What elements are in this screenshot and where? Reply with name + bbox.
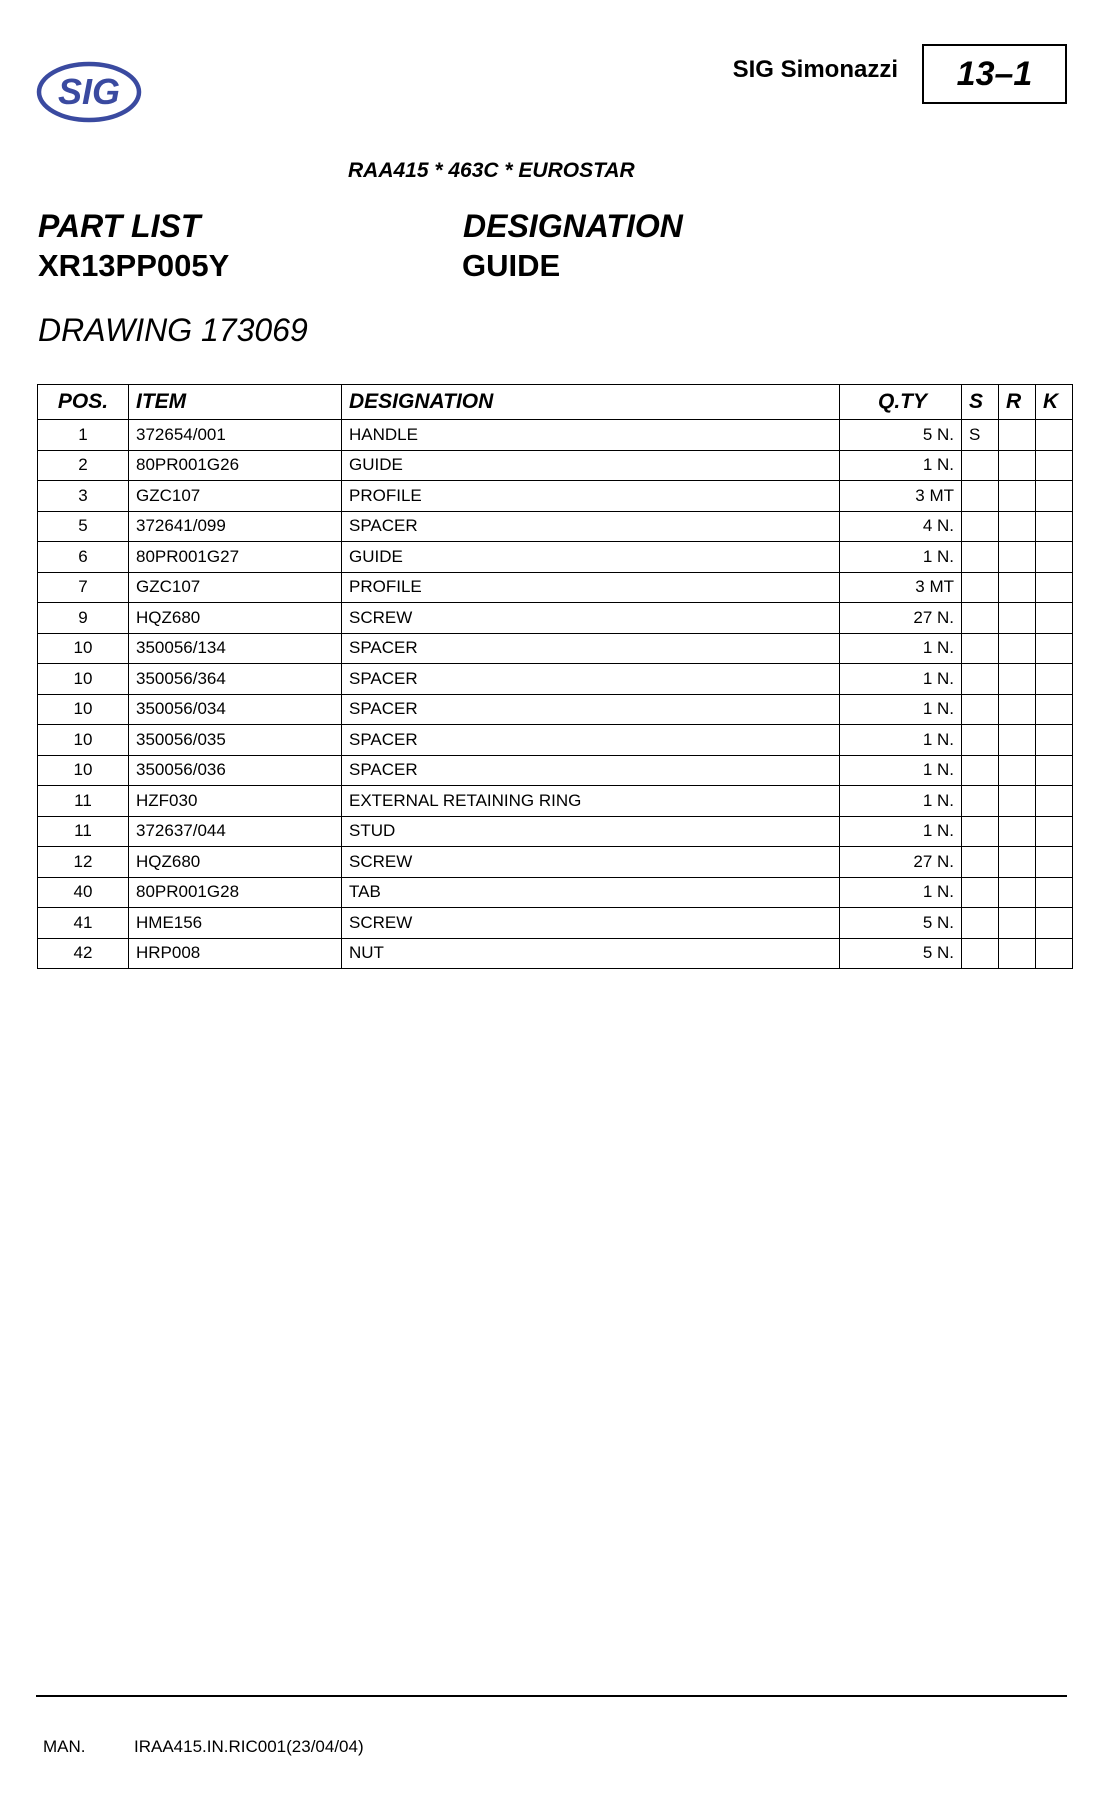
cell-item: HQZ680	[129, 847, 342, 878]
cell-k	[1036, 664, 1073, 695]
cell-pos: 3	[38, 481, 129, 512]
col-header-pos: POS.	[38, 385, 129, 420]
cell-designation: SPACER	[342, 725, 840, 756]
parts-table-body	[38, 420, 1073, 969]
cell-r	[999, 725, 1036, 756]
col-header-qty: Q.TY	[840, 385, 962, 420]
part-list-number: XR13PP005Y	[38, 248, 230, 283]
cell-s	[962, 664, 999, 695]
cell-qty: 1 N.	[840, 877, 962, 908]
cell-s	[962, 603, 999, 634]
cell-item: 80PR001G28	[129, 877, 342, 908]
footer-document-code: IRAA415.IN.RIC001(23/04/04)	[134, 1737, 364, 1756]
cell-k	[1036, 816, 1073, 847]
cell-s	[962, 542, 999, 573]
cell-designation: NUT	[342, 938, 840, 969]
cell-r	[999, 481, 1036, 512]
cell-k	[1036, 542, 1073, 573]
cell-item: GZC107	[129, 572, 342, 603]
cell-pos: 10	[38, 725, 129, 756]
cell-designation: SPACER	[342, 511, 840, 542]
cell-s	[962, 755, 999, 786]
cell-item: 350056/134	[129, 633, 342, 664]
cell-pos: 11	[38, 816, 129, 847]
cell-pos: 7	[38, 572, 129, 603]
cell-r	[999, 603, 1036, 634]
cell-pos: 5	[38, 511, 129, 542]
cell-s	[962, 694, 999, 725]
table-row	[38, 786, 1073, 817]
sig-logo	[36, 60, 142, 124]
table-row	[38, 725, 1073, 756]
cell-qty: 1 N.	[840, 694, 962, 725]
table-row	[38, 481, 1073, 512]
table-row	[38, 633, 1073, 664]
cell-designation: PROFILE	[342, 481, 840, 512]
table-row	[38, 816, 1073, 847]
cell-designation: GUIDE	[342, 450, 840, 481]
cell-k	[1036, 725, 1073, 756]
cell-k	[1036, 786, 1073, 817]
logo-text: SIG	[57, 71, 121, 112]
cell-k	[1036, 633, 1073, 664]
cell-r	[999, 664, 1036, 695]
col-header-r: R	[999, 385, 1036, 420]
cell-r	[999, 908, 1036, 939]
cell-qty: 4 N.	[840, 511, 962, 542]
part-list-label: PART LIST	[38, 208, 201, 244]
col-header-s: S	[962, 385, 999, 420]
cell-s	[962, 633, 999, 664]
cell-s	[962, 877, 999, 908]
cell-qty: 1 N.	[840, 786, 962, 817]
cell-r	[999, 450, 1036, 481]
cell-k	[1036, 847, 1073, 878]
table-row	[38, 877, 1073, 908]
cell-qty: 1 N.	[840, 725, 962, 756]
cell-r	[999, 755, 1036, 786]
cell-k	[1036, 511, 1073, 542]
cell-item: 372637/044	[129, 816, 342, 847]
cell-s	[962, 481, 999, 512]
cell-item: HRP008	[129, 938, 342, 969]
cell-designation: SPACER	[342, 694, 840, 725]
cell-qty: 3 MT	[840, 481, 962, 512]
cell-k	[1036, 694, 1073, 725]
cell-s	[962, 938, 999, 969]
cell-k	[1036, 755, 1073, 786]
cell-item: 350056/364	[129, 664, 342, 695]
cell-r	[999, 938, 1036, 969]
cell-item: GZC107	[129, 481, 342, 512]
cell-pos: 6	[38, 542, 129, 573]
cell-k	[1036, 877, 1073, 908]
brand-name: SIG Simonazzi	[732, 56, 898, 83]
cell-qty: 1 N.	[840, 450, 962, 481]
cell-item: 350056/034	[129, 694, 342, 725]
cell-item: 80PR001G27	[129, 542, 342, 573]
cell-qty: 5 N.	[840, 420, 962, 451]
cell-qty: 27 N.	[840, 847, 962, 878]
cell-r	[999, 847, 1036, 878]
cell-pos: 12	[38, 847, 129, 878]
table-row	[38, 450, 1073, 481]
cell-designation: SPACER	[342, 664, 840, 695]
cell-designation: SPACER	[342, 755, 840, 786]
cell-designation: PROFILE	[342, 572, 840, 603]
cell-s	[962, 725, 999, 756]
col-header-designation: DESIGNATION	[342, 385, 840, 420]
cell-designation: SCREW	[342, 603, 840, 634]
cell-k	[1036, 420, 1073, 451]
cell-s	[962, 847, 999, 878]
table-row	[38, 572, 1073, 603]
cell-designation: HANDLE	[342, 420, 840, 451]
cell-r	[999, 511, 1036, 542]
cell-s	[962, 908, 999, 939]
cell-item: 350056/036	[129, 755, 342, 786]
drawing-number: DRAWING 173069	[38, 312, 308, 348]
model-line: RAA415 * 463C * EUROSTAR	[348, 159, 635, 182]
table-row	[38, 938, 1073, 969]
cell-pos: 11	[38, 786, 129, 817]
table-row	[38, 847, 1073, 878]
cell-designation: TAB	[342, 877, 840, 908]
cell-pos: 10	[38, 664, 129, 695]
cell-r	[999, 877, 1036, 908]
table-row	[38, 542, 1073, 573]
cell-pos: 1	[38, 420, 129, 451]
cell-qty: 5 N.	[840, 908, 962, 939]
cell-s: S	[962, 420, 999, 451]
cell-designation: STUD	[342, 816, 840, 847]
cell-pos: 40	[38, 877, 129, 908]
cell-qty: 1 N.	[840, 755, 962, 786]
cell-k	[1036, 603, 1073, 634]
cell-qty: 1 N.	[840, 664, 962, 695]
cell-pos: 2	[38, 450, 129, 481]
cell-item: HQZ680	[129, 603, 342, 634]
cell-designation: SCREW	[342, 847, 840, 878]
page-number: 13–1	[922, 44, 1067, 104]
cell-r	[999, 542, 1036, 573]
cell-item: 80PR001G26	[129, 450, 342, 481]
parts-table	[37, 384, 1073, 969]
cell-pos: 42	[38, 938, 129, 969]
cell-r	[999, 420, 1036, 451]
footer-divider	[36, 1695, 1067, 1697]
table-header-row	[38, 385, 1073, 420]
cell-qty: 1 N.	[840, 816, 962, 847]
table-row	[38, 908, 1073, 939]
cell-s	[962, 816, 999, 847]
cell-designation: SPACER	[342, 633, 840, 664]
table-row	[38, 603, 1073, 634]
cell-qty: 3 MT	[840, 572, 962, 603]
cell-item: 350056/035	[129, 725, 342, 756]
cell-designation: SCREW	[342, 908, 840, 939]
cell-r	[999, 694, 1036, 725]
cell-qty: 5 N.	[840, 938, 962, 969]
cell-pos: 10	[38, 694, 129, 725]
cell-r	[999, 816, 1036, 847]
cell-k	[1036, 481, 1073, 512]
cell-qty: 27 N.	[840, 603, 962, 634]
cell-pos: 9	[38, 603, 129, 634]
cell-item: 372641/099	[129, 511, 342, 542]
cell-r	[999, 633, 1036, 664]
cell-k	[1036, 908, 1073, 939]
cell-k	[1036, 938, 1073, 969]
designation-label: DESIGNATION	[463, 208, 683, 244]
table-row	[38, 694, 1073, 725]
cell-pos: 10	[38, 633, 129, 664]
cell-r	[999, 572, 1036, 603]
cell-item: 372654/001	[129, 420, 342, 451]
cell-designation: EXTERNAL RETAINING RING	[342, 786, 840, 817]
col-header-k: K	[1036, 385, 1073, 420]
cell-k	[1036, 450, 1073, 481]
designation-value: GUIDE	[462, 248, 561, 283]
cell-s	[962, 572, 999, 603]
table-row	[38, 664, 1073, 695]
cell-s	[962, 450, 999, 481]
cell-item: HME156	[129, 908, 342, 939]
cell-qty: 1 N.	[840, 633, 962, 664]
col-header-item: ITEM	[129, 385, 342, 420]
footer-label: MAN.	[43, 1737, 86, 1756]
table-row	[38, 755, 1073, 786]
cell-designation: GUIDE	[342, 542, 840, 573]
cell-qty: 1 N.	[840, 542, 962, 573]
table-row	[38, 420, 1073, 451]
cell-s	[962, 786, 999, 817]
cell-item: HZF030	[129, 786, 342, 817]
table-row	[38, 511, 1073, 542]
cell-pos: 41	[38, 908, 129, 939]
cell-r	[999, 786, 1036, 817]
cell-pos: 10	[38, 755, 129, 786]
cell-s	[962, 511, 999, 542]
cell-k	[1036, 572, 1073, 603]
